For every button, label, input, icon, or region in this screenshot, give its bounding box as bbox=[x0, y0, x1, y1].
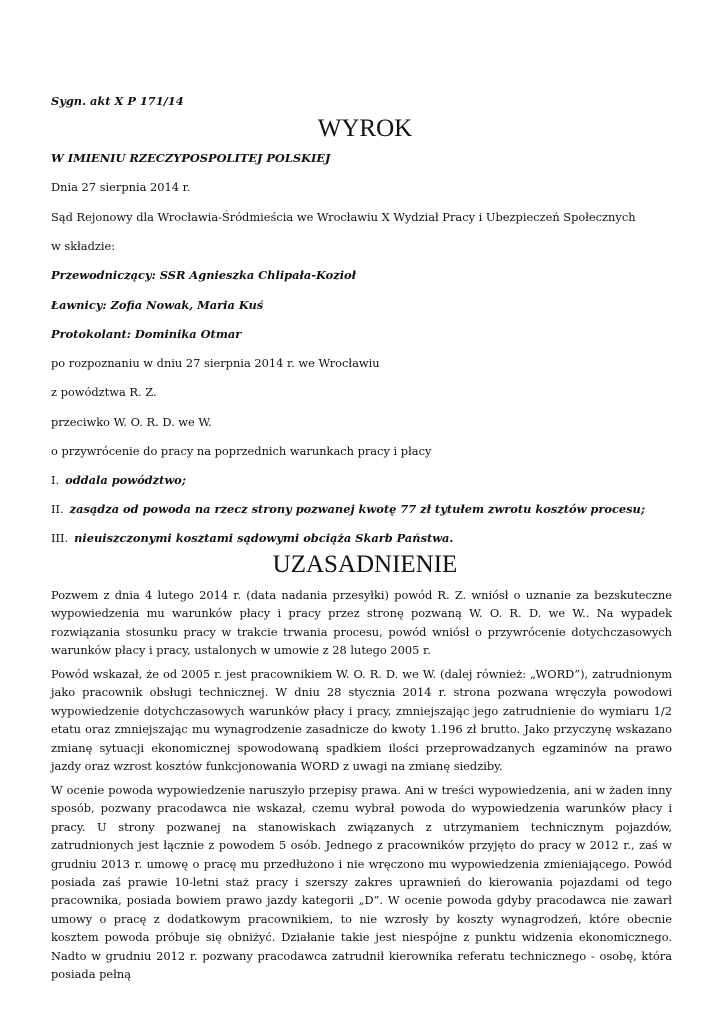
court-clerk: Protokolant: Dominika Otmar bbox=[51, 327, 242, 341]
ruling-text: zasądza od powoda na rzecz strony pozwanej kwotę 77 zł tytułem zwrotu kosztów procesu; bbox=[69, 502, 646, 516]
ruling-number: III. bbox=[51, 531, 69, 545]
date-line: Dnia 27 sierpnia 2014 r. bbox=[51, 180, 191, 194]
ruling-item bbox=[51, 531, 453, 545]
hearing-line: po rozpoznaniu w dniu 27 sierpnia 2014 r. we Wrocławiu bbox=[51, 356, 380, 370]
court-line: Sąd Rejonowy dla Wrocławia-Śródmieścia we Wrocławiu X Wydział Pracy i Ubezpieczeń Społecznych bbox=[51, 210, 636, 224]
justification-paragraph: W ocenie powoda wypowiedzenie naruszyło przepisy prawa. Ani w treści wypowiedzenia, ani w żaden inny sposób, pozwany pracodawca nie wskazał, czemu wybrał powoda do wypowiedzenia warunków płacy i pracy. U strony pozwanej na stanowiskach związanych z utrzymaniem technicznym pojazdów, zatrudnionych jest łącznie z powodem 5 osób. Jednego z pracowników przyjęto do pracy w 2012 r., zaś w grudniu 2013 r. umowę o pracę mu przedłużono i nie wręczono mu wypowiedzenia zmieniającego. Powód posiada zaś prawie 10-letni staż pracy i szerszy zakres uprawnień do kierowania pojazdami od tego pracownika, posiada bowiem prawo jazdy kategorii „D”. W ocenie powoda gdyby pracodawca nie zawarł umowy o pracę z dodatkowym pracownikiem, to nie wzrosły by koszty wynagrodzeń, które obecnie kosztem powoda próbuje się obniżyć. Działanie takie jest niespójne z punktu widzenia ekonomicznego. Nadto w grudniu 2012 r. pozwany pracodawca zatrudnił kierownika referatu technicznego - osobę, która posiada pełną bbox=[51, 783, 672, 982]
ruling-number: I. bbox=[51, 473, 60, 487]
judgment-title: WYROK bbox=[317, 115, 413, 142]
ruling-text: nieuiszczonymi kosztami sądowymi obciąża Skarb Państwa. bbox=[74, 531, 454, 545]
ruling-item bbox=[51, 502, 645, 516]
ruling-number: II. bbox=[51, 502, 64, 516]
composition-label: w składzie: bbox=[51, 239, 116, 253]
ruling-item bbox=[51, 473, 186, 487]
lay-judges: Ławnicy: Zofia Nowak, Maria Kuś bbox=[51, 298, 264, 312]
presiding-judge: Przewodniczący: SSR Agnieszka Chlipała-Kozioł bbox=[51, 268, 357, 282]
justification-paragraph: Powód wskazał, że od 2005 r. jest pracownikiem W. O. R. D. we W. (dalej również: „WORD”), zatrudnionym jako pracownik obsługi technicznej. W dniu 28 stycznia 2014 r. strona pozwana wręczyła powodowi wypowiedzenie dotychczasowych warunków płacy i pracy, zmniejszając jego zatrudnienie do wymiaru 1/2 etatu oraz zmniejszając mu wynagrodzenie zasadnicze do kwoty 1.196 zł brutto. Jako przyczynę wskazano zmianę sytuacji ekonomicznej spowodowaną spadkiem ilości przeprowadzanych egzaminów na prawo jazdy oraz wzrost kosztów funkcjonowania WORD z uwagi na zmianę siedziby. bbox=[51, 667, 672, 774]
judgment-subtitle: W IMIENIU RZECZYPOSPOLITEJ POLSKIEJ bbox=[51, 151, 331, 165]
justification-paragraph: Pozwem z dnia 4 lutego 2014 r. (data nadania przesyłki) powód R. Z. wniósł o uznanie za bezskuteczne wypowiedzenia mu warunków płacy i pracy przez stronę pozwaną W. O. R. D. we W.. Na wypadek rozwiązania stosunku pracy w trakcie trwania procesu, powód wniósł o przywrócenie dotychczasowych warunków płacy i pracy, ustalonych w umowie z 28 lutego 2005 r. bbox=[51, 588, 672, 658]
ruling-text: oddala powództwo; bbox=[65, 473, 186, 487]
plaintiff-line: z powództwa R. Z. bbox=[51, 385, 157, 399]
case-signature: Sygn. akt X P 171/14 bbox=[51, 94, 184, 108]
subject-line: o przywrócenie do pracy na poprzednich warunkach pracy i płacy bbox=[51, 444, 432, 458]
justification-title: UZASADNIENIE bbox=[272, 551, 458, 578]
defendant-line: przeciwko W. O. R. D. we W. bbox=[51, 415, 212, 429]
